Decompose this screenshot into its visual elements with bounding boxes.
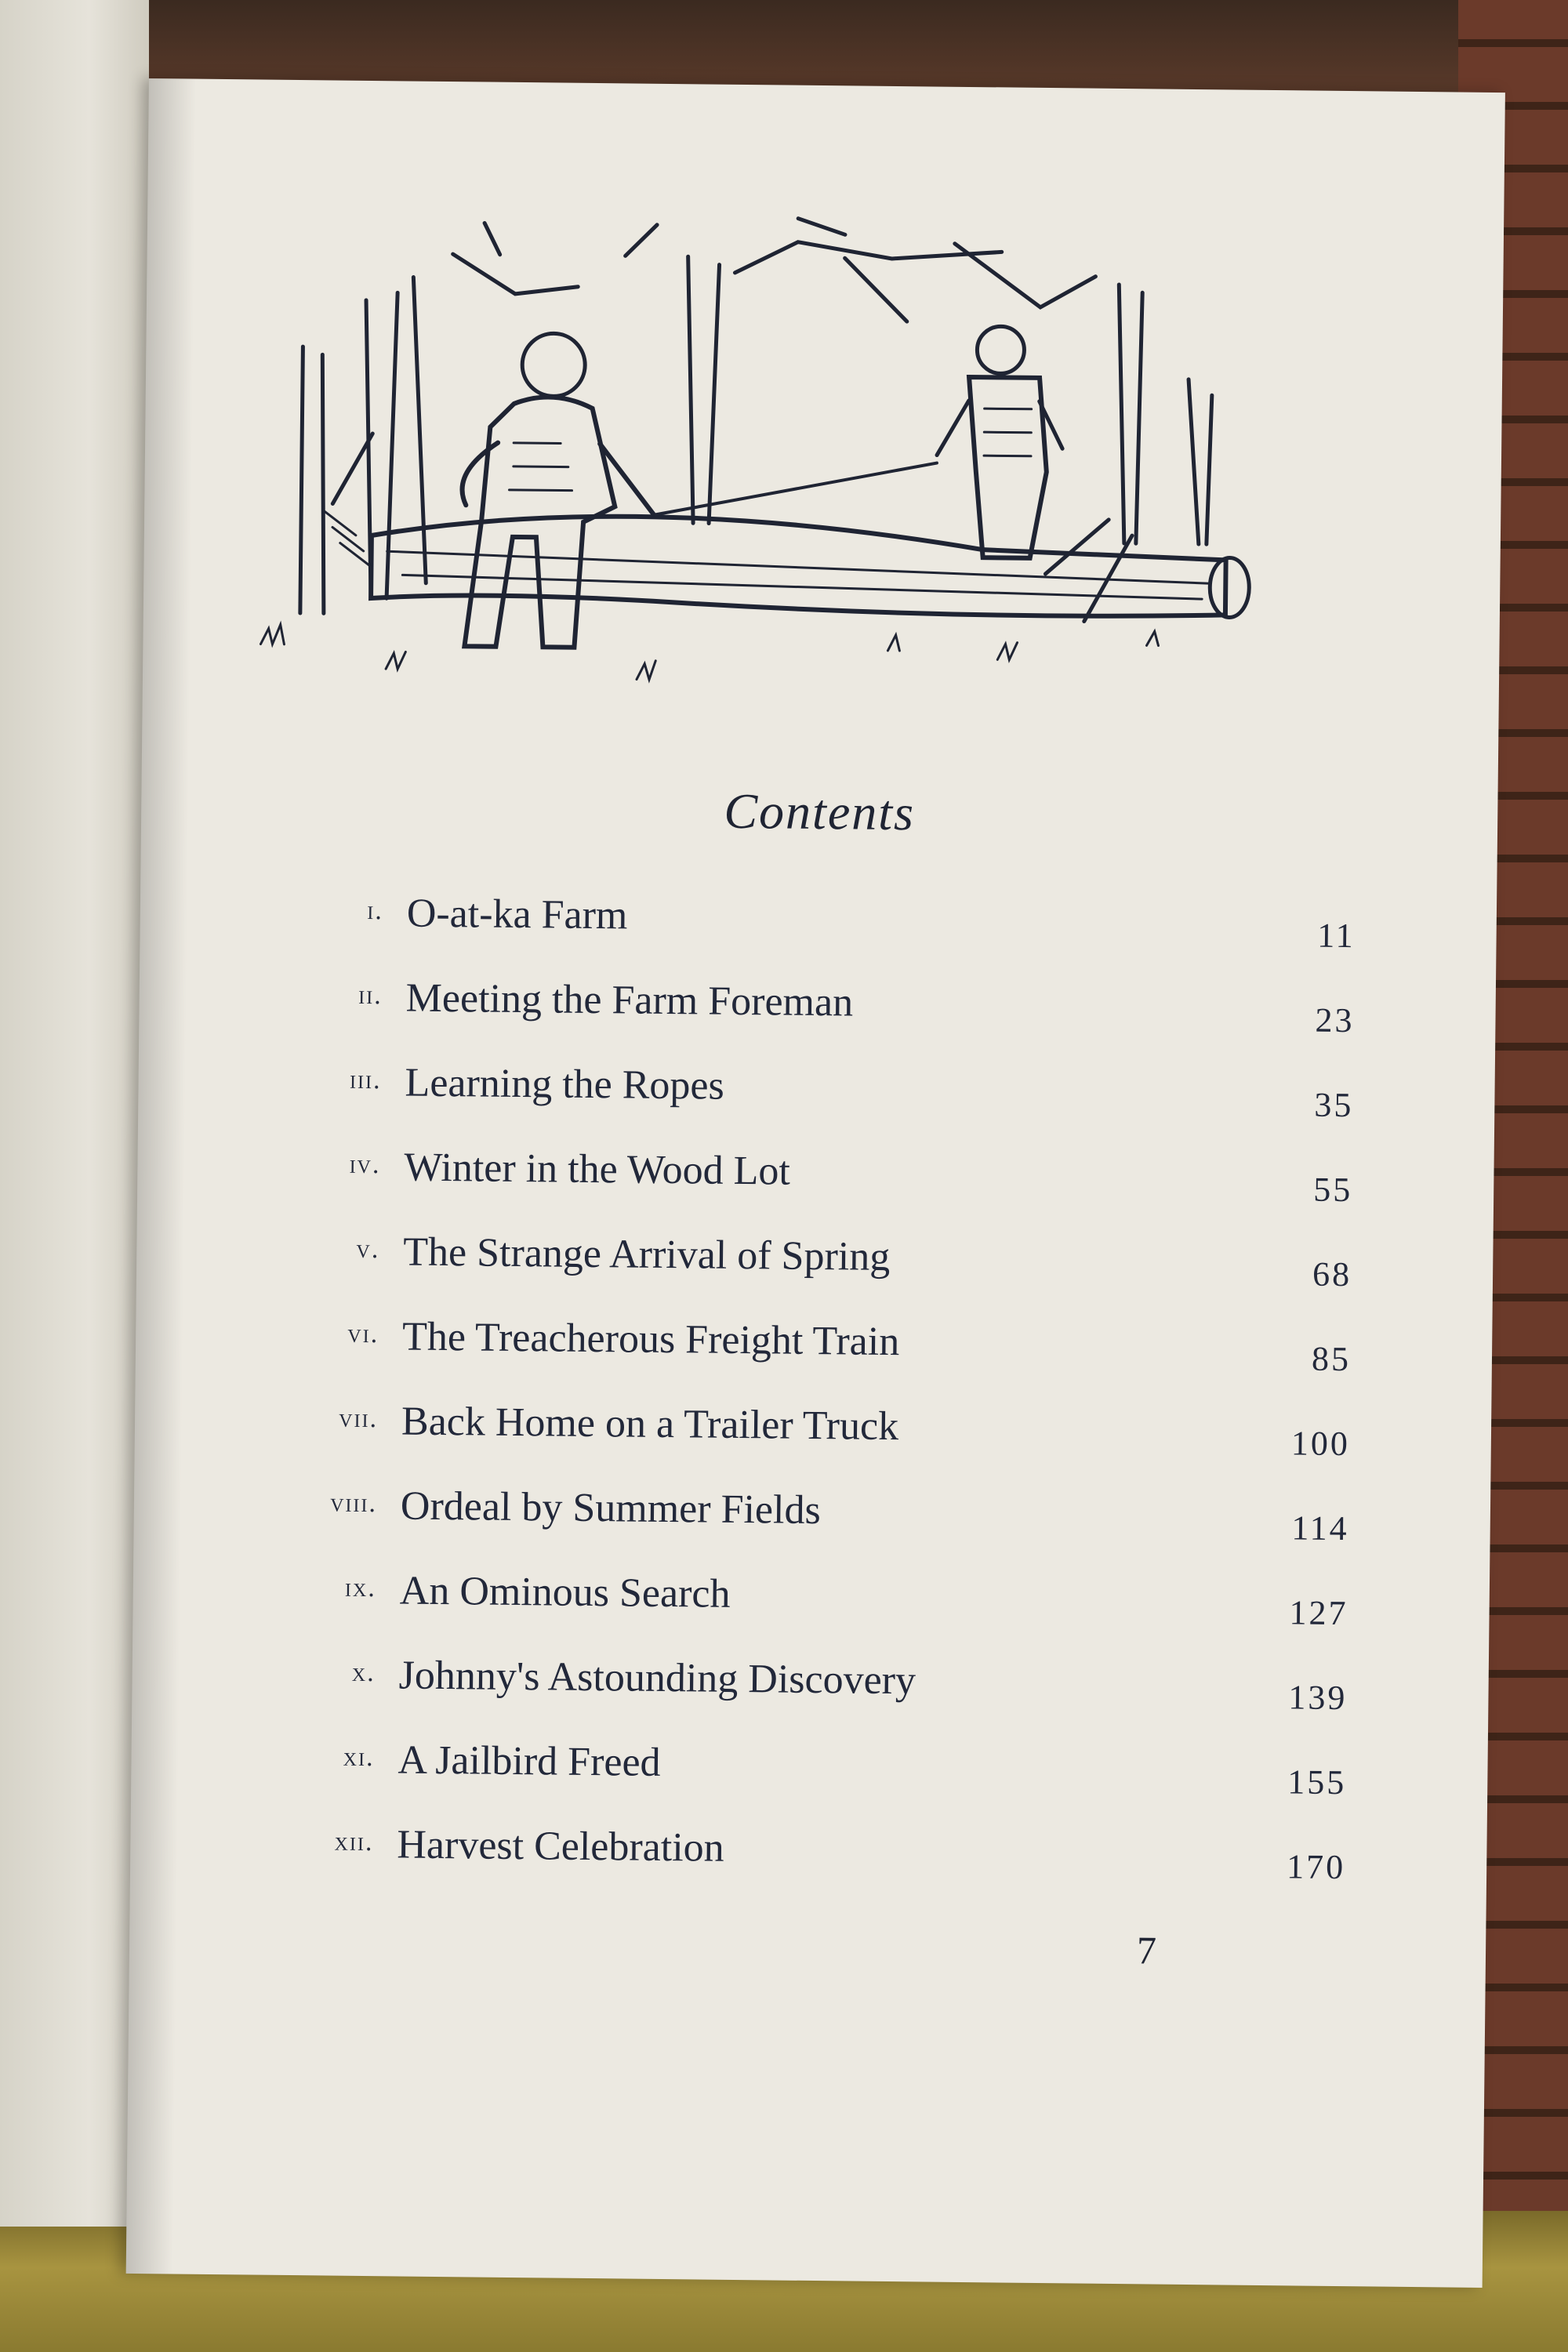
chapter-page: 55 <box>1312 1170 1353 1210</box>
toc-entry <box>132 1568 1490 1656</box>
chapter-numeral: xii. <box>334 1827 374 1857</box>
chapter-page: 139 <box>1288 1678 1348 1718</box>
chapter-page: 11 <box>1317 916 1356 956</box>
toc-entry <box>139 975 1496 1063</box>
toc-entry <box>136 1314 1493 1402</box>
chapter-page: 127 <box>1289 1593 1348 1633</box>
toc-entry <box>134 1399 1491 1486</box>
chapter-numeral: xi. <box>343 1742 375 1773</box>
chapter-title: An Ominous Search <box>399 1568 731 1617</box>
left-page-edge <box>0 0 149 2227</box>
toc-entry <box>131 1737 1488 1825</box>
chapter-numeral: ix. <box>344 1573 377 1603</box>
chapter-title: Ordeal by Summer Fields <box>400 1483 822 1534</box>
chapter-title: The Strange Arrival of Spring <box>403 1229 891 1279</box>
toc-entry <box>138 1060 1495 1148</box>
chapter-page: 85 <box>1311 1339 1352 1379</box>
chapter-page: 155 <box>1287 1762 1347 1802</box>
toc-entry <box>137 1145 1494 1232</box>
book-page <box>126 78 1505 2288</box>
toc-entry <box>132 1653 1489 1740</box>
chapter-title: The Treacherous Freight Train <box>401 1314 900 1365</box>
woodcutters-illustration <box>245 205 1269 717</box>
chapter-numeral: vii. <box>339 1403 379 1434</box>
chapter-page: 68 <box>1312 1254 1352 1294</box>
chapter-title: A Jailbird Freed <box>397 1737 661 1785</box>
chapter-title: Johnny's Astounding Discovery <box>398 1653 916 1704</box>
chapter-title: Harvest Celebration <box>397 1822 724 1871</box>
toc-entry <box>133 1483 1490 1571</box>
chapter-title: Winter in the Wood Lot <box>404 1145 791 1194</box>
chapter-numeral: ii. <box>358 980 383 1011</box>
page-number: 7 <box>1136 1928 1157 1973</box>
chapter-title: O-at-ka Farm <box>406 891 628 938</box>
chapter-page: 100 <box>1290 1424 1351 1464</box>
contents-heading: Contents <box>724 782 916 841</box>
chapter-page: 23 <box>1315 1000 1355 1040</box>
chapter-numeral: i. <box>367 895 384 926</box>
chapter-numeral: viii. <box>329 1488 378 1519</box>
chapter-page: 170 <box>1286 1847 1346 1887</box>
chapter-numeral: vi. <box>347 1319 379 1349</box>
toc-entry <box>136 1229 1494 1317</box>
chapter-numeral: x. <box>351 1657 376 1688</box>
toc-entry <box>130 1822 1487 1910</box>
chapter-title: Meeting the Farm Foreman <box>405 975 854 1025</box>
chapter-page: 35 <box>1314 1085 1354 1125</box>
toc-entry <box>140 891 1497 978</box>
chapter-numeral: iv. <box>349 1149 381 1180</box>
chapter-title: Back Home on a Trailer Truck <box>401 1399 899 1450</box>
chapter-numeral: v. <box>356 1234 380 1265</box>
chapter-page: 114 <box>1291 1508 1349 1548</box>
chapter-title: Learning the Ropes <box>405 1060 725 1109</box>
chapter-numeral: iii. <box>349 1065 382 1095</box>
